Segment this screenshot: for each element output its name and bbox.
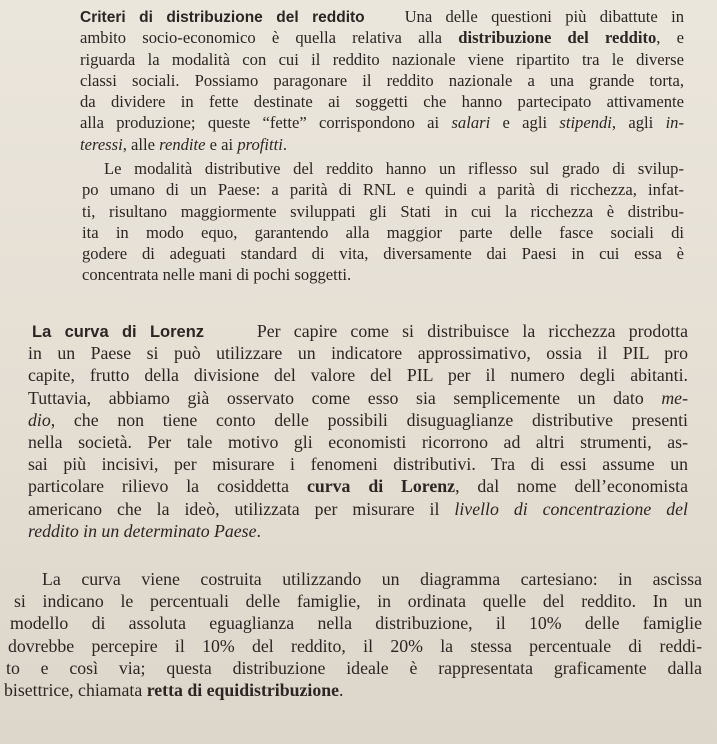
text-line: bisettrice, chiamata retta di equidistribuzione. [4,679,344,700]
section-heading: La curva di Lorenz [32,323,205,341]
key-term: retta di equidistribuzione [146,679,339,700]
text-line: riguarda la modalità con cui il reddito nazionale viene ripartito tra le diverse [80,49,684,69]
key-term: distribuzione del reddito [458,28,657,48]
text-line: americano che la ideò, utilizzata per misurare il livello di concentrazione del [28,498,688,519]
key-term: curva di Lorenz [306,476,456,497]
text-line: modello di assoluta eguaglianza nella distribuzione, il 10% delle famiglie [10,613,702,634]
text-line: Tuttavia, abbiamo già osservato come esso sia semplicemente un dato me- [28,387,688,408]
text-line: godere di adeguati standard di vita, diversamente dai Paesi in cui essa è [82,244,684,264]
text-line: to e così via; questa distribuzione ideale è rappresentata graficamente dalla [6,657,702,678]
text-line: capite, frutto della divisione del valore del PIL per il numero degli abitanti. [28,365,688,386]
text-line: Le modalità distributive del reddito hanno un riflesso sul grado di svilup- [104,159,684,178]
section-heading: Criteri di distribuzione del reddito [80,9,365,26]
text-line: da dividere in fette destinate ai soggetti che hanno partecipato attivamente [80,92,684,112]
text-line: La curva di Lorenz Per capire come si distribuisce la ricchezza prodotta [32,321,688,341]
text-line: dio, che non tiene conto delle possibili disuguaglianze distributive presenti [28,409,688,430]
text-line: ti, risultano maggiormente sviluppati gli Stati in cui la ricchezza è distribu- [82,201,684,221]
paragraph-lorenz-curve [28,320,688,542]
text-line: dovrebbe percepire il 10% del reddito, il 20% la stessa percentuale di reddi- [8,635,702,656]
paragraph-distribution-criteria [80,6,684,155]
text-line: sai più incisivi, per misurare i fenomeni distributivi. Tra di essi assume un [28,454,688,475]
text-line: particolare rilievo la cosiddetta curva di Lorenz, dal nome dell’economista [28,476,689,497]
text-line: nella società. Per tale motivo gli economisti ricorrono ad altri strumenti, as- [28,431,688,452]
text-line: in un Paese si può utilizzare un indicatore approssimativo, ossia il PIL pro [28,343,688,364]
text-line: si indicano le percentuali delle famiglie, in ordinata quelle del reddito. In un [14,591,702,612]
text-line: Criteri di distribuzione del reddito Una delle questioni più dibattute in [80,7,684,26]
text-line: ita in modo equo, garantendo alla maggior parte delle fasce sociali di [82,222,684,242]
text-line: classi sociali. Possiamo paragonare il reddito nazionale a una grande torta, [80,70,684,90]
text-line: alla produzione; queste “fette” corrispondono ai salari e agli stipendi, agli in- [80,113,684,133]
text-line: reddito in un determinato Paese. [28,520,261,541]
text-line: concentrata nelle mani di pochi soggetti. [82,265,352,285]
paragraph-distribution-effects [82,158,684,286]
text-line: teressi, alle rendite e ai profitti. [80,134,287,154]
paragraph-lorenz-construction [4,568,702,701]
text-line: po umano di un Paese: a parità di RNL e quindi a parità di ricchezza, infat- [82,180,684,200]
text-line: ambito socio-economico è quella relativa alla distribuzione del reddito, e [80,28,684,48]
text-line: La curva viene costruita utilizzando un diagramma cartesiano: in ascissa [42,569,702,589]
